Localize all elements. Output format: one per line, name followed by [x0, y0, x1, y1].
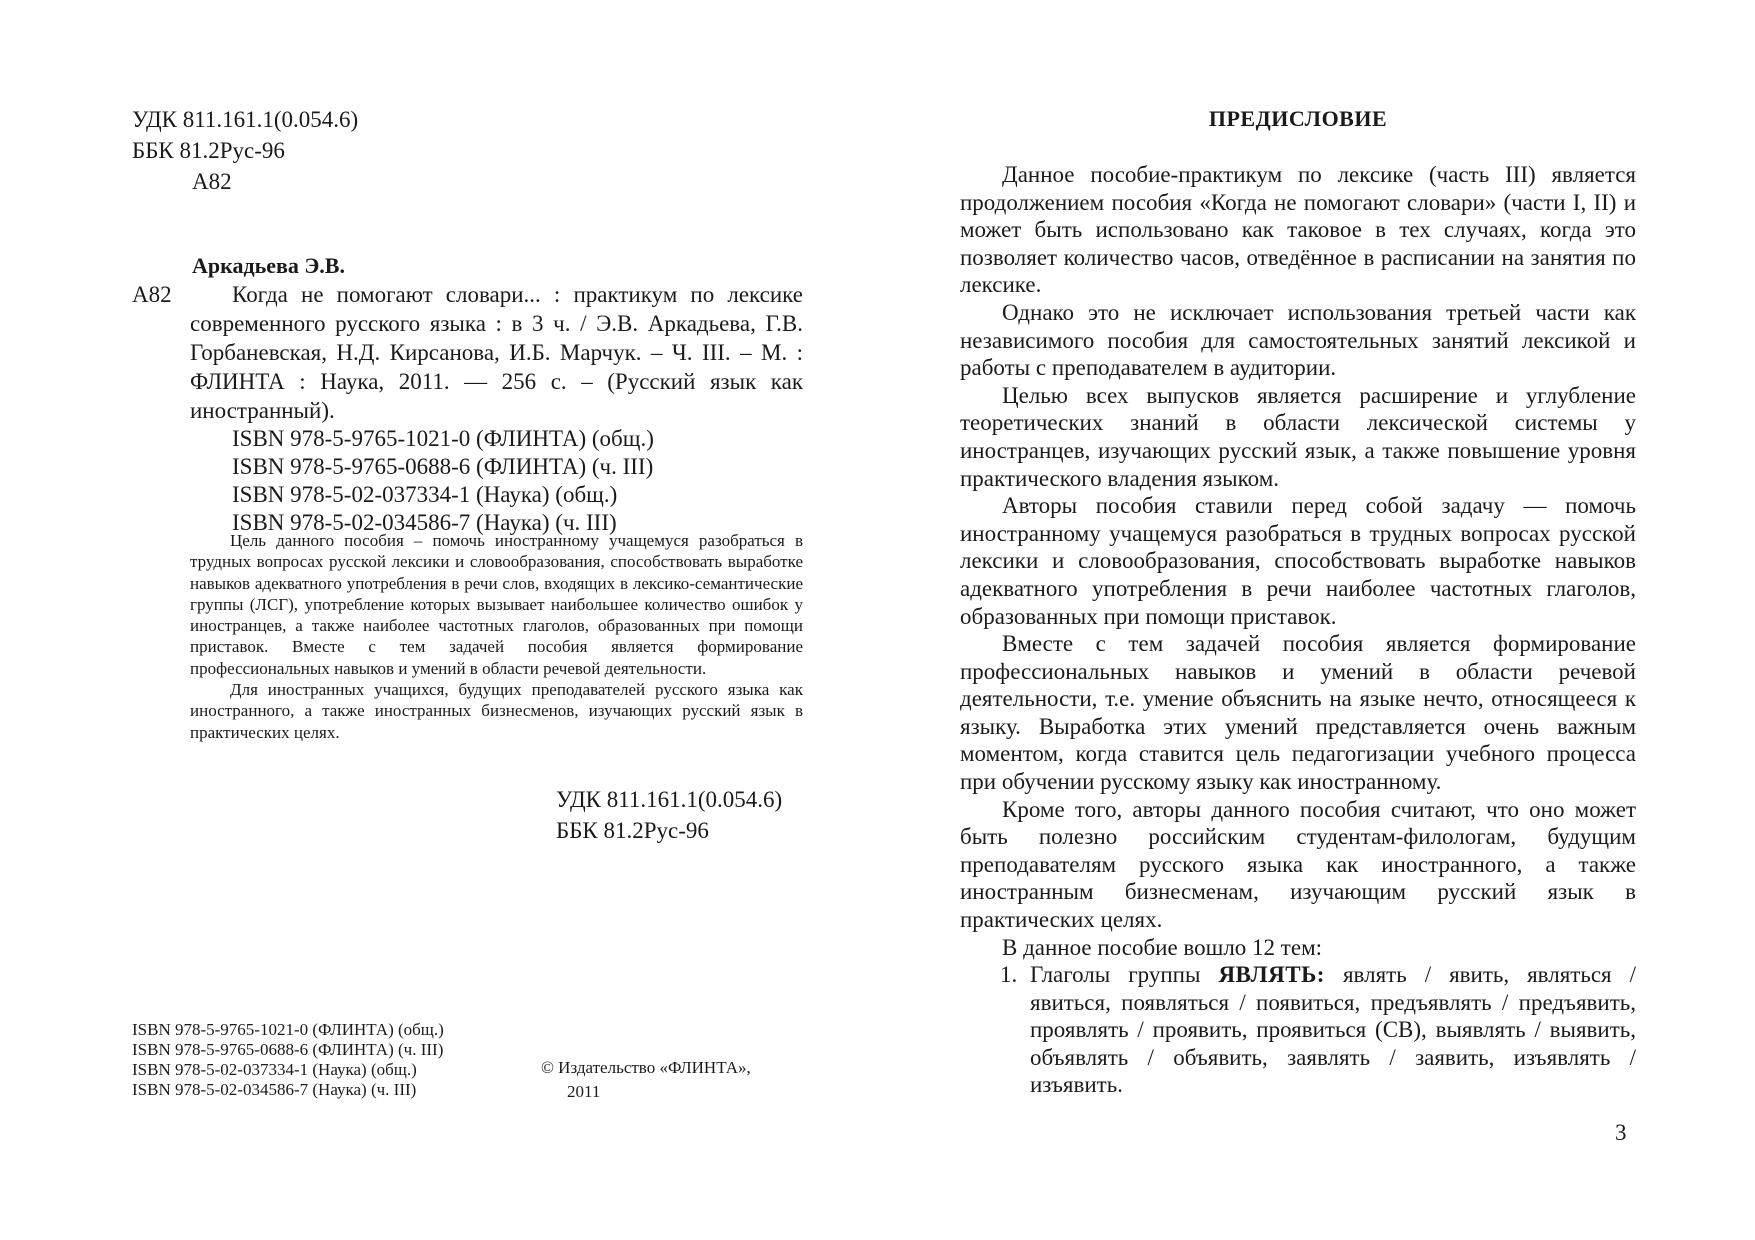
preface-paragraph: Целью всех выпусков является расширение и углубление теоретических знаний в области лексической системы у иностранцев, изучающих русский язык, а также повышение уровня практического владения языком.	[960, 382, 1636, 491]
topic-group-name: ЯВЛЯТЬ:	[1218, 962, 1325, 987]
preface-body	[960, 161, 1636, 961]
isbn-list	[232, 425, 654, 537]
topic-number: 1.	[1000, 962, 1018, 987]
page-title: ПРЕДИСЛОВИЕ	[1208, 106, 1388, 131]
page-number: 3	[1615, 1120, 1627, 1145]
isbn-footer-line: ISBN 978-5-9765-0688-6 (ФЛИНТА) (ч. III)	[132, 1040, 444, 1059]
udk-code: УДК 811.161.1(0.054.6)	[556, 787, 783, 812]
copyright-year: 2011	[567, 1082, 601, 1101]
preface-paragraph: Кроме того, авторы данного пособия считают, что оно может быть полезно российским студентам-филологам, будущим преподавателям русского языка как иностранного, а также иностранным бизнесменам, изучающим русский язык в практических целях.	[960, 796, 1636, 933]
isbn-line: ISBN 978-5-9765-1021-0 (ФЛИНТА) (общ.)	[232, 426, 654, 451]
topic-text	[1030, 961, 1636, 1099]
preface-paragraph: Авторы пособия ставили перед собой задачу — помочь иностранному учащемуся разобраться в трудных вопросах русской лексики и словообразования, способствовать выработке навыков адекватного употребления в речи наиболее частотных глаголов, образованных при помощи приставок.	[960, 493, 1636, 629]
topic-verbs: являть / явить, являться / явиться, появляться / появиться, предъявлять / предъявить, проявлять / проявить, проявиться (СВ), выявлять / выявить, объявлять / объявить, заявлять / заявить, изъявлять / изъявить.	[1030, 962, 1637, 1098]
left-page	[0, 0, 877, 1240]
isbn-footer-line: ISBN 978-5-9765-1021-0 (ФЛИНТА) (общ.)	[132, 1020, 444, 1039]
author-sign-side: А82	[132, 282, 172, 307]
annotation	[190, 530, 803, 743]
right-page	[877, 0, 1755, 1240]
udk-code: УДК 811.161.1(0.054.6)	[132, 107, 359, 132]
copyright-notice	[541, 1056, 751, 1104]
copyright-line: © Издательство «ФЛИНТА»,	[541, 1058, 751, 1077]
isbn-line: ISBN 978-5-02-034586-7 (Наука) (ч. III)	[232, 510, 617, 535]
author-sign-code: А82	[192, 169, 232, 194]
preface-paragraph: Данное пособие-практикум по лексике (часть III) является продолжением пособия «Когда не помогают словари» (части I, II) и может быть использовано как таковое в тех случаях, когда это позволяет количество часов, отведённое в расписании на занятия по лексике.	[960, 162, 1636, 298]
udk-block-top	[132, 104, 358, 197]
annotation-paragraph: Для иностранных учащихся, будущих преподавателей русского языка как иностранного, а также иностранных бизнесменов, изучающих русский язык в практических целях.	[190, 680, 803, 742]
isbn-footer-line: ISBN 978-5-02-037334-1 (Наука) (общ.)	[132, 1060, 417, 1079]
preface-paragraph: Однако это не исключает использования третьей части как независимого пособия для самостоятельных занятий лексикой и работы с преподавателем в аудитории.	[960, 299, 1636, 381]
bbk-code: ББК 81.2Рус-96	[132, 138, 285, 163]
isbn-footer-line: ISBN 978-5-02-034586-7 (Наука) (ч. III)	[132, 1080, 417, 1099]
udk-block-bottom	[556, 784, 782, 846]
isbn-footer	[132, 1020, 444, 1100]
isbn-line: ISBN 978-5-9765-0688-6 (ФЛИНТА) (ч. III)	[232, 454, 654, 479]
author-name: Аркадьева Э.В.	[192, 253, 345, 278]
preface-paragraph: В данное пособие вошло 12 тем:	[1002, 934, 1323, 960]
list-item	[1000, 961, 1636, 1099]
isbn-line: ISBN 978-5-02-037334-1 (Наука) (общ.)	[232, 482, 618, 507]
topic-prefix: Глаголы группы	[1030, 962, 1201, 987]
annotation-paragraph: Цель данного пособия – помочь иностранному учащемуся разобраться в трудных вопросах русской лексики и словообразования, способствовать выработке навыков адекватного употребления в речи слов, входящих в лексико-семантические группы (ЛСГ), употребление которых вызывает наибольшее количество ошибок у иностранцев, а также наиболее частотных глаголов, образованных при помощи приставок. Вместе с тем задачей пособия является формирование профессиональных навыков и умений в области речевой деятельности.	[190, 531, 803, 678]
bbk-code: ББК 81.2Рус-96	[556, 818, 709, 843]
preface-paragraph: Вместе с тем задачей пособия является формирование профессиональных навыков и умений в области речевой деятельности, т.е. умение объяснить на языке нечто, относящееся к языку. Выработка этих умений представляется очень важным моментом, когда ставится цель педагогизации учебного процесса при обучении русскому языку как иностранному.	[960, 631, 1636, 795]
bibliographic-description: Когда не помогают словари... : практикум по лексике современного русского языка : в 3 ч. / Э.В. Аркадьева, Г.В. Горбаневская, Н.Д. Кирсанова, И.Б. Марчук. – Ч. III. – М. : ФЛИНТА : Наука, 2011. — 256 с. – (Русский язык как иностранный).	[190, 282, 803, 423]
topic-list	[1000, 961, 1636, 1099]
